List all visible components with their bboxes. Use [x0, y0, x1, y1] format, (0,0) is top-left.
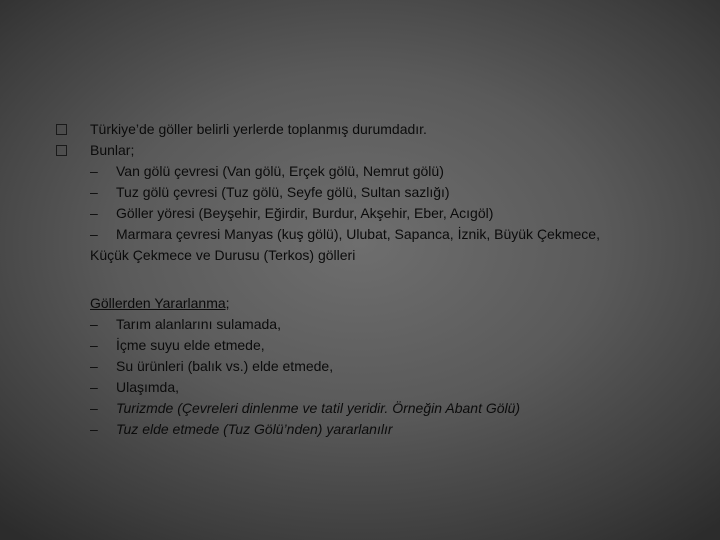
- slide-content: [56, 119, 696, 440]
- list-item: [90, 419, 696, 440]
- section-heading: Göllerden Yararlanma;: [90, 295, 230, 311]
- dash-marker: –: [90, 226, 98, 242]
- list-item: [90, 356, 696, 377]
- list-item: [90, 335, 696, 356]
- list-item-text: Tuz gölü çevresi (Tuz gölü, Seyfe gölü, Sultan sazlığı): [116, 184, 450, 200]
- list-item: [90, 203, 696, 224]
- dash-marker: –: [90, 421, 98, 437]
- list-item: [90, 224, 696, 245]
- regions-list: [90, 161, 696, 266]
- list-item: [90, 377, 696, 398]
- list-item-text: Tarım alanlarını sulamada,: [116, 316, 281, 332]
- dash-marker: –: [90, 163, 98, 179]
- dash-marker: –: [90, 400, 98, 416]
- dash-marker: –: [90, 379, 98, 395]
- bullet-item: [56, 119, 696, 140]
- dash-marker: –: [90, 205, 98, 221]
- bullet-item: [56, 140, 696, 440]
- bullet-text: Bunlar;: [90, 142, 135, 158]
- list-item-text: Van gölü çevresi (Van gölü, Erçek gölü, Nemrut gölü): [116, 163, 444, 179]
- list-item-text: Su ürünleri (balık vs.) elde etmede,: [116, 358, 334, 374]
- list-item-continuation: Küçük Çekmece ve Durusu (Terkos) gölleri: [90, 247, 356, 263]
- list-item-text: Tuz elde etmede (Tuz Gölü’nden) yararlanılır: [116, 421, 393, 437]
- list-item-text: Ulaşımda,: [116, 379, 180, 395]
- box-bullet-icon: [56, 145, 67, 156]
- bullet-text: Türkiye’de göller belirli yerlerde toplanmış durumdadır.: [90, 121, 427, 137]
- dash-marker: –: [90, 316, 98, 332]
- benefits-list: [90, 314, 696, 440]
- list-item-text: İçme suyu elde etmede,: [116, 337, 265, 353]
- dash-marker: –: [90, 184, 98, 200]
- dash-marker: –: [90, 337, 98, 353]
- list-item: [90, 398, 696, 419]
- list-item: [90, 161, 696, 182]
- list-item-text: Turizmde (Çevreleri dinlenme ve tatil yeridir. Örneğin Abant Gölü): [116, 400, 521, 416]
- list-item-text: Marmara çevresi Manyas (kuş gölü), Ulubat, Sapanca, İznik, Büyük Çekmece,: [116, 226, 600, 242]
- list-item: [90, 314, 696, 335]
- dash-marker: –: [90, 358, 98, 374]
- box-bullet-icon: [56, 124, 67, 135]
- list-item-text: Göller yöresi (Beyşehir, Eğirdir, Burdur, Akşehir, Eber, Acıgöl): [116, 205, 494, 221]
- spacer: [90, 266, 696, 272]
- list-item: [90, 182, 696, 203]
